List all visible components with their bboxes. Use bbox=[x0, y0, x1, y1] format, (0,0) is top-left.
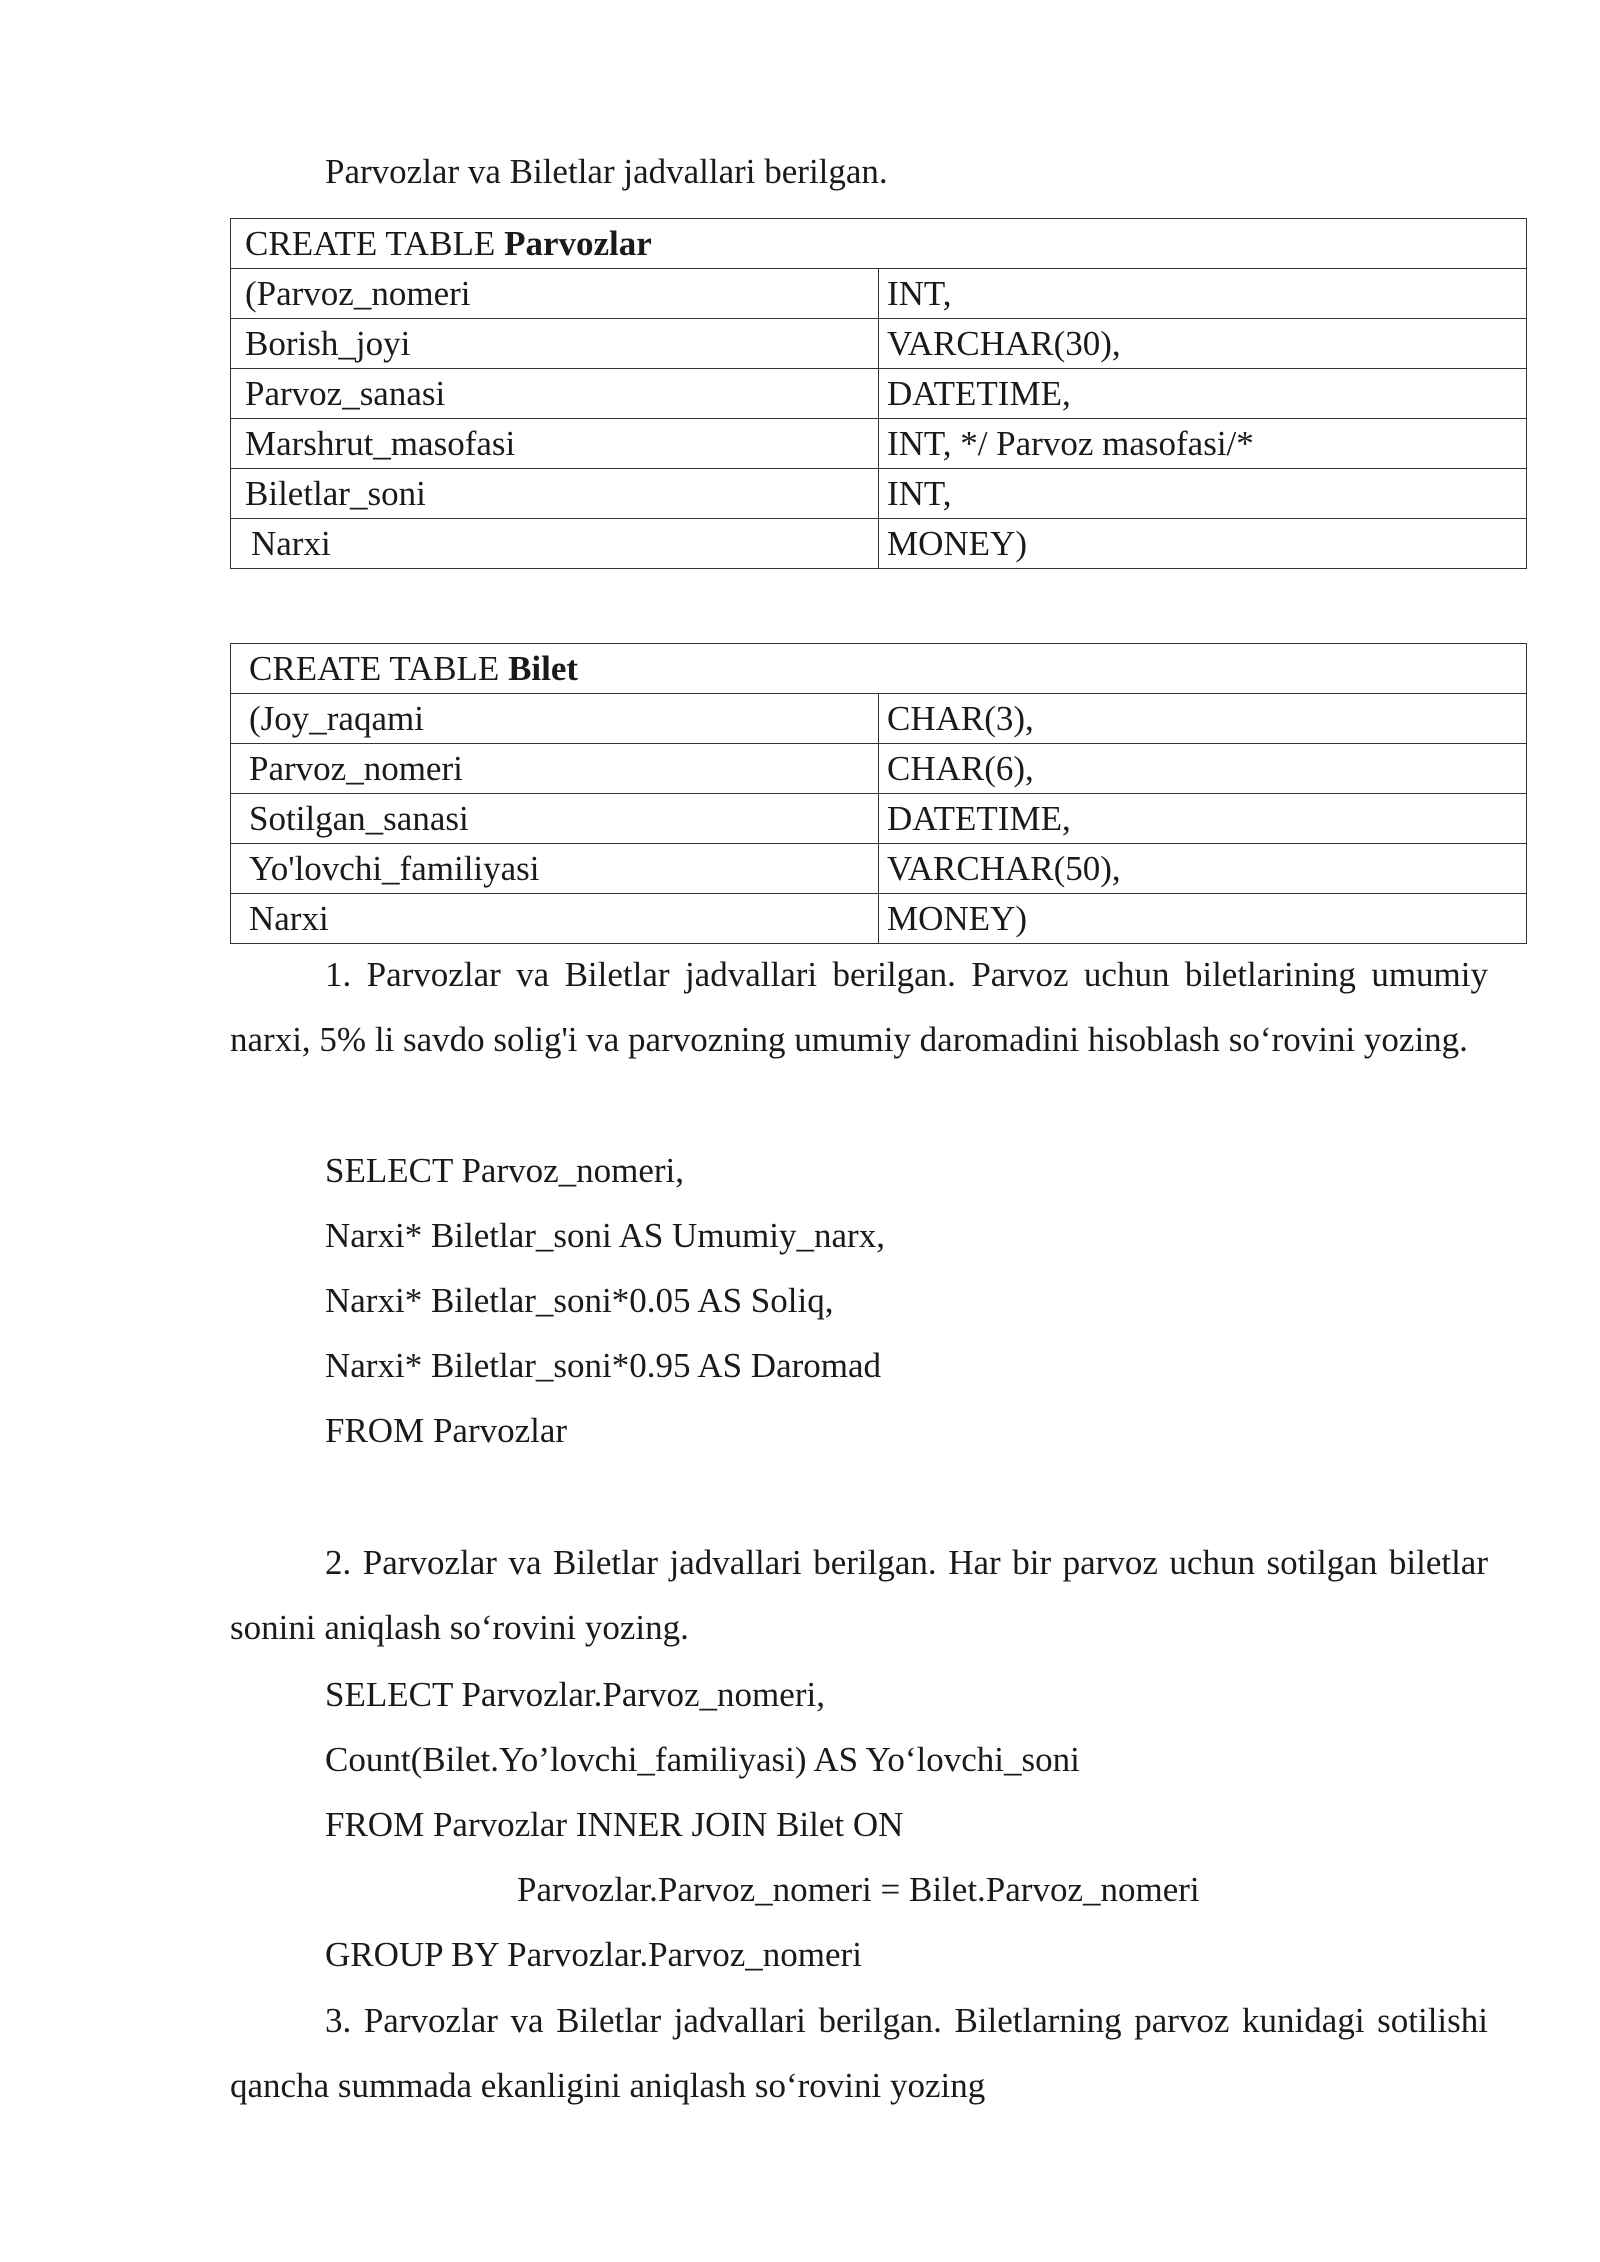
table-row bbox=[231, 469, 1527, 519]
table-row bbox=[231, 744, 1527, 794]
table-row bbox=[231, 894, 1527, 944]
code-line: FROM Parvozlar bbox=[325, 1411, 568, 1450]
column-name: Narxi bbox=[231, 519, 879, 569]
intro-text: Parvozlar va Biletlar jadvallari berilgan. bbox=[325, 152, 888, 191]
column-type: DATETIME, bbox=[879, 369, 1527, 419]
table-row bbox=[231, 369, 1527, 419]
column-type: DATETIME, bbox=[879, 794, 1527, 844]
bilet-table bbox=[230, 643, 1527, 944]
task-3-text: 3. Parvozlar va Biletlar jadvallari berilgan. Biletlarning parvoz kunidagi sotilishi qancha summada ekanligini aniqlash so‘rovini yozing bbox=[230, 2001, 1488, 2105]
column-name: Parvoz_sanasi bbox=[231, 369, 879, 419]
table-header-row bbox=[231, 644, 1527, 694]
table-name: Bilet bbox=[508, 649, 579, 688]
table-header-row bbox=[231, 219, 1527, 269]
table-row bbox=[231, 794, 1527, 844]
table-row bbox=[231, 519, 1527, 569]
code-line: FROM Parvozlar INNER JOIN Bilet ON bbox=[325, 1805, 904, 1844]
table-row bbox=[231, 319, 1527, 369]
column-type: MONEY) bbox=[879, 894, 1527, 944]
create-table-keyword: CREATE TABLE bbox=[245, 224, 505, 263]
column-type: VARCHAR(50), bbox=[879, 844, 1527, 894]
column-name: Marshrut_masofasi bbox=[231, 419, 879, 469]
column-name: Yo'lovchi_familiyasi bbox=[231, 844, 879, 894]
table-row bbox=[231, 694, 1527, 744]
task-1-text: 1. Parvozlar va Biletlar jadvallari berilgan. Parvoz uchun biletlarining umumiy narxi, 5% li savdo solig'i va parvozning umumiy daromadini hisoblash so‘rovini yozing. bbox=[230, 955, 1488, 1059]
code-line: Parvozlar.Parvoz_nomeri = Bilet.Parvoz_nomeri bbox=[517, 1870, 1200, 1909]
code-line: Narxi* Biletlar_soni AS Umumiy_narx, bbox=[325, 1216, 885, 1255]
column-name: (Parvoz_nomeri bbox=[231, 269, 879, 319]
code-line: Narxi* Biletlar_soni*0.05 AS Soliq, bbox=[325, 1281, 834, 1320]
code-line: Narxi* Biletlar_soni*0.95 AS Daromad bbox=[325, 1346, 882, 1385]
column-type: INT, */ Parvoz masofasi/* bbox=[879, 419, 1527, 469]
task-2-text: 2. Parvozlar va Biletlar jadvallari berilgan. Har bir parvoz uchun sotilgan biletlar sonini aniqlash so‘rovini yozing. bbox=[230, 1543, 1488, 1647]
column-type: INT, bbox=[879, 469, 1527, 519]
code-line: SELECT Parvoz_nomeri, bbox=[325, 1151, 685, 1190]
column-type: MONEY) bbox=[879, 519, 1527, 569]
column-name: Biletlar_soni bbox=[231, 469, 879, 519]
code-line: GROUP BY Parvozlar.Parvoz_nomeri bbox=[325, 1935, 862, 1974]
column-type: CHAR(6), bbox=[879, 744, 1527, 794]
table-row bbox=[231, 844, 1527, 894]
column-type: VARCHAR(30), bbox=[879, 319, 1527, 369]
code-line: SELECT Parvozlar.Parvoz_nomeri, bbox=[325, 1675, 825, 1714]
column-name: Sotilgan_sanasi bbox=[231, 794, 879, 844]
table-name: Parvozlar bbox=[504, 224, 652, 263]
create-table-keyword: CREATE TABLE bbox=[249, 649, 509, 688]
column-name: Borish_joyi bbox=[231, 319, 879, 369]
column-name: Narxi bbox=[231, 894, 879, 944]
code-line: Count(Bilet.Yo’lovchi_familiyasi) AS Yo‘lovchi_soni bbox=[325, 1740, 1080, 1779]
table-row bbox=[231, 269, 1527, 319]
column-type: INT, bbox=[879, 269, 1527, 319]
table-header bbox=[231, 644, 1527, 694]
table-header bbox=[231, 219, 1527, 269]
parvozlar-table bbox=[230, 218, 1527, 569]
table-row bbox=[231, 419, 1527, 469]
column-name: (Joy_raqami bbox=[231, 694, 879, 744]
column-type: CHAR(3), bbox=[879, 694, 1527, 744]
column-name: Parvoz_nomeri bbox=[231, 744, 879, 794]
